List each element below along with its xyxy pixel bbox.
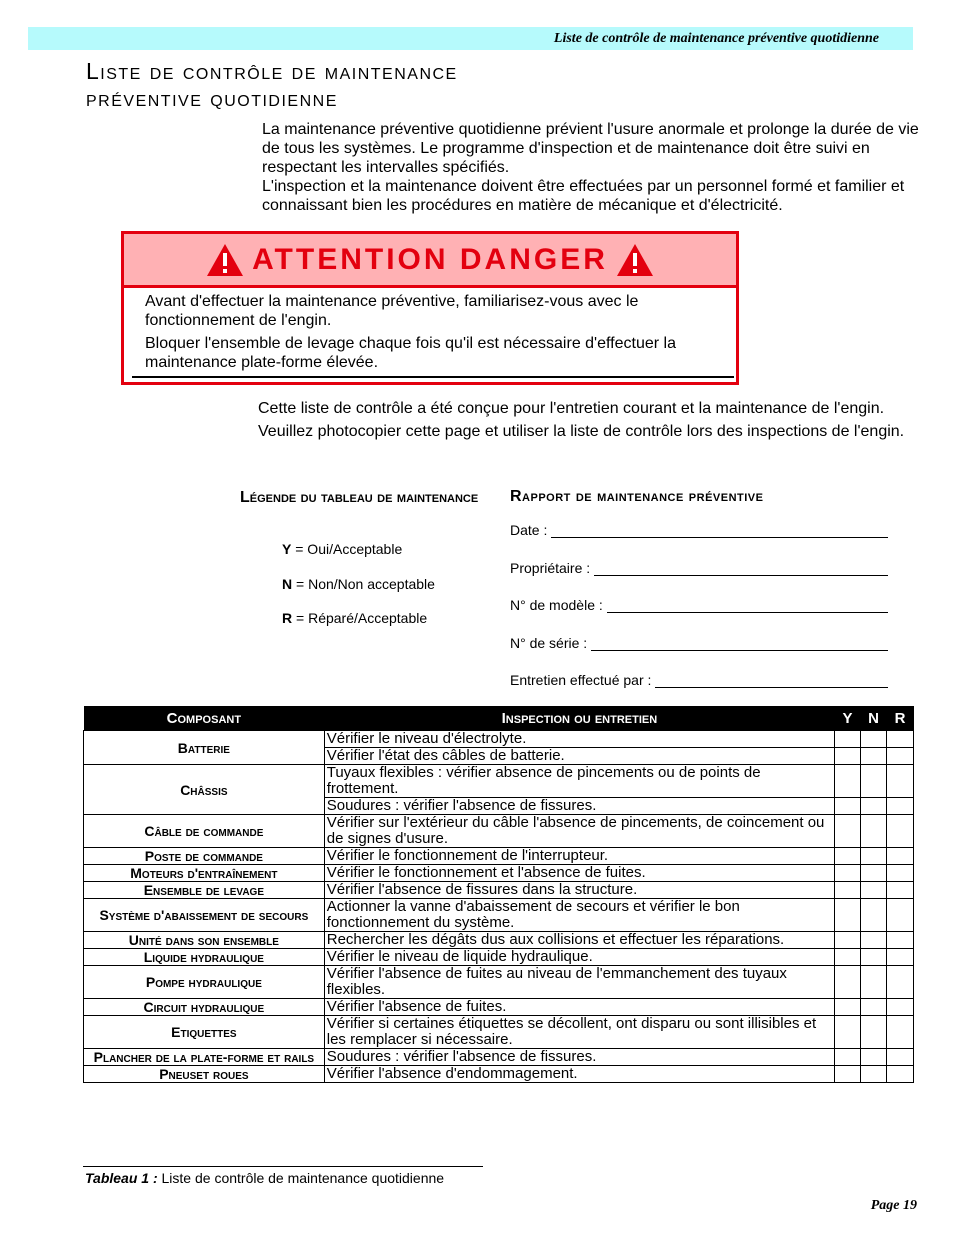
table-header-row xyxy=(84,706,914,731)
owner-line[interactable] xyxy=(594,561,888,576)
inspection-cell: Vérifier l'absence de fissures dans la structure. xyxy=(324,882,834,899)
inspection-cell: Rechercher les dégâts dus aux collisions et effectuer les réparations. xyxy=(324,932,834,949)
table-row xyxy=(84,966,914,999)
inspection-cell: Soudures : vérifier l'absence de fissures. xyxy=(324,798,834,815)
checkbox-cell-n[interactable] xyxy=(861,1016,887,1049)
maintenance-table xyxy=(83,706,914,1083)
danger-header xyxy=(124,234,736,288)
checkbox-cell-r[interactable] xyxy=(887,1049,914,1066)
component-cell: Câble de commande xyxy=(84,815,325,848)
danger-title: ATTENTION DANGER xyxy=(252,242,608,276)
checkbox-cell-n[interactable] xyxy=(861,1049,887,1066)
inspection-cell: Vérifier l'absence de fuites. xyxy=(324,999,834,1016)
checkbox-cell-n[interactable] xyxy=(861,798,887,815)
legend-item-r: R = Réparé/Acceptable xyxy=(282,610,428,626)
checkbox-cell-n[interactable] xyxy=(861,865,887,882)
table-row xyxy=(84,882,914,899)
checkbox-cell-r[interactable] xyxy=(887,865,914,882)
header-component: Composant xyxy=(84,706,325,731)
inspection-cell: Vérifier le fonctionnement et l'absence de fuites. xyxy=(324,865,834,882)
header-y: Y xyxy=(835,706,861,731)
component-cell: Pompe hydraulique xyxy=(84,966,325,999)
checkbox-cell-y[interactable] xyxy=(835,798,861,815)
intro-paragraph-2: L'inspection et la maintenance doivent être effectuées par un personnel formé et familier et connaissant bien les procédures en matière de mécanique et d'électricité. xyxy=(262,178,905,214)
date-line[interactable] xyxy=(551,523,888,538)
component-cell: Pneuset roues xyxy=(84,1066,325,1083)
owner-field[interactable]: Propriétaire : xyxy=(510,560,888,576)
checkbox-cell-n[interactable] xyxy=(861,748,887,765)
inspection-cell: Vérifier l'absence de fuites au niveau de l'emmanchement des tuyaux flexibles. xyxy=(324,966,834,999)
report-title: Rapport de maintenance préventive xyxy=(510,488,764,505)
checkbox-cell-r[interactable] xyxy=(887,999,914,1016)
checkbox-cell-y[interactable] xyxy=(835,966,861,999)
component-cell: Plancher de la plate-forme et rails xyxy=(84,1049,325,1066)
checkbox-cell-n[interactable] xyxy=(861,731,887,748)
checkbox-cell-r[interactable] xyxy=(887,731,914,748)
checkbox-cell-y[interactable] xyxy=(835,731,861,748)
checkbox-cell-y[interactable] xyxy=(835,1016,861,1049)
checkbox-cell-r[interactable] xyxy=(887,949,914,966)
inspection-cell: Vérifier si certaines étiquettes se décollent, ont disparu ou sont illisibles et les remplacer si nécessaire. xyxy=(324,1016,834,1049)
inspection-cell: Vérifier l'absence d'endommagement. xyxy=(324,1066,834,1083)
component-cell: Unité dans son ensemble xyxy=(84,932,325,949)
component-cell: Circuit hydraulique xyxy=(84,999,325,1016)
checkbox-cell-r[interactable] xyxy=(887,899,914,932)
checkbox-cell-n[interactable] xyxy=(861,882,887,899)
intro-text xyxy=(262,120,922,215)
checkbox-cell-r[interactable] xyxy=(887,748,914,765)
danger-divider xyxy=(132,376,734,378)
checkbox-cell-n[interactable] xyxy=(861,899,887,932)
header-inspection: Inspection ou entretien xyxy=(324,706,834,731)
checkbox-cell-r[interactable] xyxy=(887,848,914,865)
checkbox-cell-y[interactable] xyxy=(835,1066,861,1083)
header-n: N xyxy=(861,706,887,731)
checkbox-cell-n[interactable] xyxy=(861,848,887,865)
danger-paragraph-1: Avant d'effectuer la maintenance préventive, familiarisez-vous avec le fonctionnement de l'engin. xyxy=(145,293,639,329)
page-number: Page 19 xyxy=(870,1198,917,1213)
checkbox-cell-y[interactable] xyxy=(835,815,861,848)
serial-line[interactable] xyxy=(591,636,888,651)
header-r: R xyxy=(887,706,914,731)
checkbox-cell-r[interactable] xyxy=(887,1016,914,1049)
danger-paragraph-2: Bloquer l'ensemble de levage chaque fois qu'il est nécessaire d'effectuer la maintenance plate-forme élevée. xyxy=(145,335,676,371)
date-field[interactable]: Date : xyxy=(510,522,888,538)
checkbox-cell-n[interactable] xyxy=(861,999,887,1016)
component-cell: Etiquettes xyxy=(84,1016,325,1049)
inspection-cell: Vérifier le niveau de liquide hydraulique. xyxy=(324,949,834,966)
table-row xyxy=(84,932,914,949)
running-header: Liste de contrôle de maintenance préventive quotidienne xyxy=(553,31,879,46)
checkbox-cell-r[interactable] xyxy=(887,882,914,899)
checkbox-cell-y[interactable] xyxy=(835,748,861,765)
component-cell: Batterie xyxy=(84,731,325,765)
legend-item-y: Y = Oui/Acceptable xyxy=(282,541,403,557)
component-cell: Ensemble de levage xyxy=(84,882,325,899)
inspection-cell: Vérifier le niveau d'électrolyte. xyxy=(324,731,834,748)
purpose-text xyxy=(258,399,908,445)
component-cell: Moteurs d'entraînement xyxy=(84,865,325,882)
inspection-cell: Vérifier le fonctionnement de l'interrupteur. xyxy=(324,848,834,865)
checkbox-cell-y[interactable] xyxy=(835,865,861,882)
table-row xyxy=(84,999,914,1016)
checkbox-cell-r[interactable] xyxy=(887,815,914,848)
model-line[interactable] xyxy=(607,598,888,613)
legend-title: Légende du tableau de maintenance xyxy=(240,489,479,506)
checkbox-cell-n[interactable] xyxy=(861,949,887,966)
page-title-line2: préventive quotidienne xyxy=(86,85,338,111)
header-bar xyxy=(28,27,913,50)
table-row xyxy=(84,949,914,966)
checkbox-cell-r[interactable] xyxy=(887,932,914,949)
service-by-field[interactable]: Entretien effectué par : xyxy=(510,672,888,688)
legend-item-n: N = Non/Non acceptable xyxy=(282,576,435,592)
checkbox-cell-r[interactable] xyxy=(887,798,914,815)
service-by-line[interactable] xyxy=(655,673,888,688)
inspection-cell: Vérifier l'état des câbles de batterie. xyxy=(324,748,834,765)
checkbox-cell-y[interactable] xyxy=(835,949,861,966)
checkbox-cell-y[interactable] xyxy=(835,899,861,932)
table-row xyxy=(84,848,914,865)
checkbox-cell-r[interactable] xyxy=(887,1066,914,1083)
warning-triangle-icon xyxy=(206,243,244,277)
table-row xyxy=(84,1016,914,1049)
caption-divider xyxy=(83,1166,483,1167)
checkbox-cell-y[interactable] xyxy=(835,999,861,1016)
checkbox-cell-y[interactable] xyxy=(835,932,861,949)
checkbox-cell-n[interactable] xyxy=(861,1066,887,1083)
table-row xyxy=(84,1049,914,1066)
table-row xyxy=(84,899,914,932)
table-row xyxy=(84,865,914,882)
checkbox-cell-n[interactable] xyxy=(861,815,887,848)
intro-paragraph-1: La maintenance préventive quotidienne prévient l'usure anormale et prolonge la durée de vie de tous les systèmes. Le programme d'inspection et de maintenance doit être suivi en respectant les intervalles spécifiés. xyxy=(262,121,919,176)
checkbox-cell-r[interactable] xyxy=(887,966,914,999)
checkbox-cell-y[interactable] xyxy=(835,848,861,865)
danger-notice xyxy=(121,231,739,385)
checkbox-cell-y[interactable] xyxy=(835,882,861,899)
checkbox-cell-n[interactable] xyxy=(861,932,887,949)
purpose-paragraph-2: Veuillez photocopier cette page et utiliser la liste de contrôle lors des inspections de l'engin. xyxy=(258,423,905,440)
inspection-cell: Actionner la vanne d'abaissement de secours et vérifier le bon fonctionnement du système. xyxy=(324,899,834,932)
checkbox-cell-n[interactable] xyxy=(861,765,887,798)
component-cell: Système d'abaissement de secours xyxy=(84,899,325,932)
table-row xyxy=(84,731,914,748)
checkbox-cell-n[interactable] xyxy=(861,966,887,999)
checkbox-cell-y[interactable] xyxy=(835,1049,861,1066)
table-row xyxy=(84,765,914,798)
page-title-line1: Liste de contrôle de maintenance xyxy=(86,58,458,84)
component-cell: Liquide hydraulique xyxy=(84,949,325,966)
purpose-paragraph-1: Cette liste de contrôle a été conçue pour l'entretien courant et la maintenance de l'engin. xyxy=(258,400,885,417)
table-caption: Tableau 1 : Liste de contrôle de maintenance quotidienne xyxy=(85,1170,445,1186)
checkbox-cell-r[interactable] xyxy=(887,765,914,798)
serial-field[interactable]: N° de série : xyxy=(510,635,888,651)
page-title xyxy=(86,58,458,112)
inspection-cell: Tuyaux flexibles : vérifier absence de pincements ou de points de frottement. xyxy=(324,765,834,798)
danger-body xyxy=(124,288,736,372)
warning-triangle-icon xyxy=(616,243,654,277)
component-cell: Poste de commande xyxy=(84,848,325,865)
model-field[interactable]: N° de modèle : xyxy=(510,597,888,613)
checkbox-cell-y[interactable] xyxy=(835,765,861,798)
table-row xyxy=(84,1066,914,1083)
component-cell: Châssis xyxy=(84,765,325,815)
table-row xyxy=(84,815,914,848)
inspection-cell: Vérifier sur l'extérieur du câble l'absence de pincements, de coincement ou de signes d'usure. xyxy=(324,815,834,848)
inspection-cell: Soudures : vérifier l'absence de fissures. xyxy=(324,1049,834,1066)
